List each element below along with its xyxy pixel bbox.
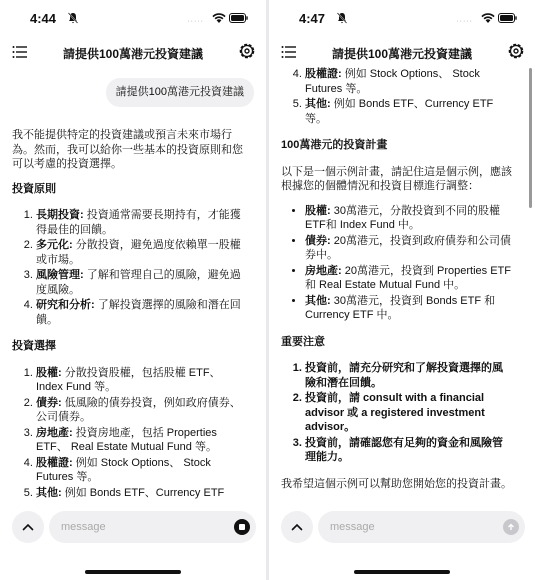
chat-thread	[0, 70, 266, 500]
notes-list	[281, 361, 513, 465]
nav-bar	[0, 36, 266, 70]
home-indicator	[354, 570, 450, 574]
list-item: 2. 投資前，請 consult with a financial advisor 或 a registered investment advisor。	[305, 391, 513, 435]
signal-icon: ·····	[187, 18, 204, 25]
status-bar	[269, 0, 535, 36]
list-item: 2. 多元化: 分散投資，避免過度依賴單一股權或市場。	[36, 238, 244, 267]
message-input[interactable]	[318, 511, 525, 543]
list-item: 5. 其他: 例如 Bonds ETF、Currency ETF	[36, 486, 244, 515]
list-item: 1. 投資前，請充分研究和了解投資選擇的風險和潛在回饋。	[305, 361, 513, 390]
list-item: 2. 債券: 低風險的債券投資，例如政府債券、公司債券。	[36, 396, 244, 425]
message-field[interactable]	[318, 511, 525, 543]
expand-button[interactable]	[281, 511, 313, 543]
list-item: 4. 研究和分析: 了解投資選擇的風險和潛在回饋。	[36, 298, 244, 327]
section-heading: 100萬港元的投資計畫	[281, 139, 388, 151]
list-item: • 股權: 30萬港元，分散投資到不同的股權ETF和 Index Fund 中。	[305, 204, 513, 233]
list-item: 5. 其他: 例如 Bonds ETF、Currency ETF 等。	[305, 97, 513, 126]
gear-icon[interactable]	[238, 42, 256, 60]
gear-icon[interactable]	[507, 42, 525, 60]
list-item: 4. 股權證: 例如 Stock Options、 Stock Futures 等。	[36, 456, 244, 485]
page-title: 請提供100萬港元投資建議	[331, 47, 473, 61]
list-item: 3. 投資前，請確認您有足夠的資金和風險管理能力。	[305, 436, 513, 465]
chat-thread	[269, 70, 535, 500]
battery-icon	[498, 13, 517, 23]
principles-list	[12, 208, 244, 327]
nav-bar	[269, 36, 535, 70]
choices-list	[281, 67, 513, 126]
right-screen	[269, 0, 535, 580]
list-item: • 房地產: 20萬港元，投資到 Properties ETF 和 Real Estate Mutual Fund 中。	[305, 264, 513, 293]
list-item: 4. 股權證: 例如 Stock Options、 Stock Futures 等。	[305, 67, 513, 96]
left-screen	[0, 0, 266, 580]
list-item: 3. 房地產: 投資房地產，包括 Properties ETF、 Real Estate Mutual Fund 等。	[36, 426, 244, 455]
send-button[interactable]	[503, 519, 519, 535]
section-heading: 投資原則	[12, 182, 56, 195]
choices-list	[12, 366, 244, 515]
status-time: 4:47	[299, 11, 326, 26]
expand-button[interactable]	[12, 511, 44, 543]
silent-bell-icon	[67, 12, 79, 24]
stop-icon	[239, 524, 245, 530]
plan-list	[281, 204, 513, 323]
arrow-up-icon	[507, 523, 515, 531]
message-input[interactable]	[49, 511, 256, 543]
list-item: 1. 長期投資: 投資通常需要長期持有，才能獲得最佳的回饋。	[36, 208, 244, 237]
wifi-icon	[481, 12, 495, 24]
chevron-up-icon	[22, 523, 34, 531]
section-heading: 投資選擇	[12, 340, 56, 352]
assistant-intro: 我不能提供特定的投資建議或預言未來市場行為。然而，我可以給你一些基本的投資原則和您可以考慮的投資選擇。	[12, 129, 243, 170]
message-field[interactable]	[49, 511, 256, 543]
status-time: 4:44	[30, 11, 57, 26]
closing-text: 我希望這個示例可以幫助您開始您的投資計畫。	[281, 477, 512, 490]
plan-intro: 以下是一個示例計畫，請記住這是個示例，應該根據您的個體情況和投資目標進行調整：	[281, 165, 512, 192]
composer	[0, 500, 266, 580]
user-message-bubble: 請提供100萬港元投資建議	[106, 78, 254, 107]
section-heading: 重要注意	[281, 335, 325, 348]
list-item: • 其他: 30萬港元，投資到 Bonds ETF 和 Currency ETF 中。	[305, 294, 513, 323]
chevron-up-icon	[291, 523, 303, 531]
status-bar	[0, 0, 266, 36]
home-indicator	[85, 570, 181, 574]
list-item: 1. 股權: 分散投資股權，包括股權 ETF、Index Fund 等。	[36, 366, 244, 395]
page-title: 請提供100萬港元投資建議	[62, 47, 204, 61]
stop-button[interactable]	[234, 519, 250, 535]
silent-bell-icon	[336, 12, 348, 24]
list-item: • 債券: 20萬港元，投資到政府債券和公司債券中。	[305, 234, 513, 263]
battery-icon	[229, 13, 248, 23]
signal-icon: ·····	[456, 18, 473, 25]
composer	[269, 500, 535, 580]
list-item: 3. 風險管理: 了解和管理自己的風險，避免過度風險。	[36, 268, 244, 297]
wifi-icon	[212, 12, 226, 24]
